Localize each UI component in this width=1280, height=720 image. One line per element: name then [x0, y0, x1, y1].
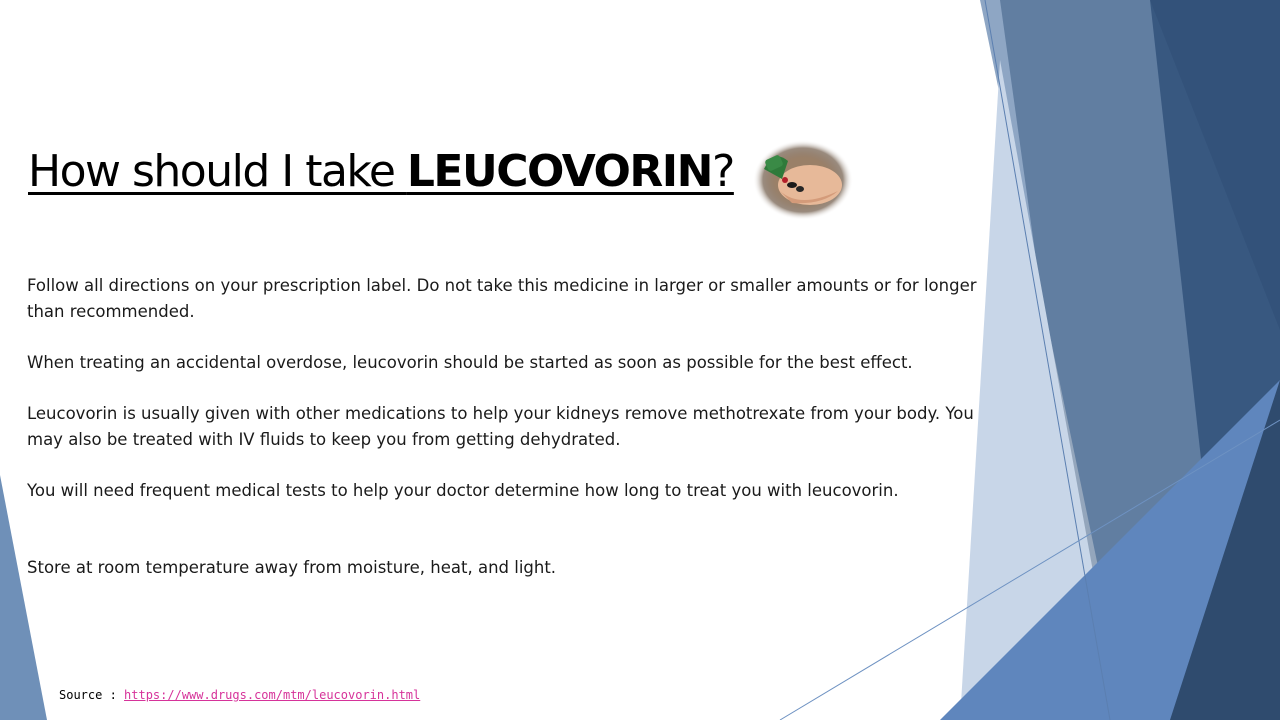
paragraph-tests: You will need frequent medical tests to help your doctor determine how long to treat you with leucovorin.	[27, 481, 899, 500]
pills-in-hand-icon	[752, 139, 854, 221]
title-drug-name: LEUCOVORIN	[406, 146, 712, 197]
paragraph-directions: Follow all directions on your prescription label. Do not take this medicine in larger or smaller amounts or for longer than recommended.	[27, 276, 977, 321]
title-underlined-text	[28, 146, 734, 197]
title-suffix: ?	[712, 146, 734, 197]
source-link[interactable]: https://www.drugs.com/mtm/leucovorin.html	[124, 688, 421, 702]
paragraph-overdose: When treating an accidental overdose, leucovorin should be started as soon as possible for the best effect.	[27, 353, 913, 372]
source-label: Source :	[59, 688, 125, 702]
paragraph-medications: Leucovorin is usually given with other medications to help your kidneys remove methotrexate from your body. You may also be treated with IV fluids to keep you from getting dehydrated.	[27, 404, 974, 449]
source-citation	[59, 688, 420, 702]
title-prefix: How should I take	[28, 146, 407, 197]
body-text	[27, 273, 987, 581]
slide-title	[28, 142, 734, 202]
paragraph-storage: Store at room temperature away from moisture, heat, and light.	[27, 558, 557, 577]
